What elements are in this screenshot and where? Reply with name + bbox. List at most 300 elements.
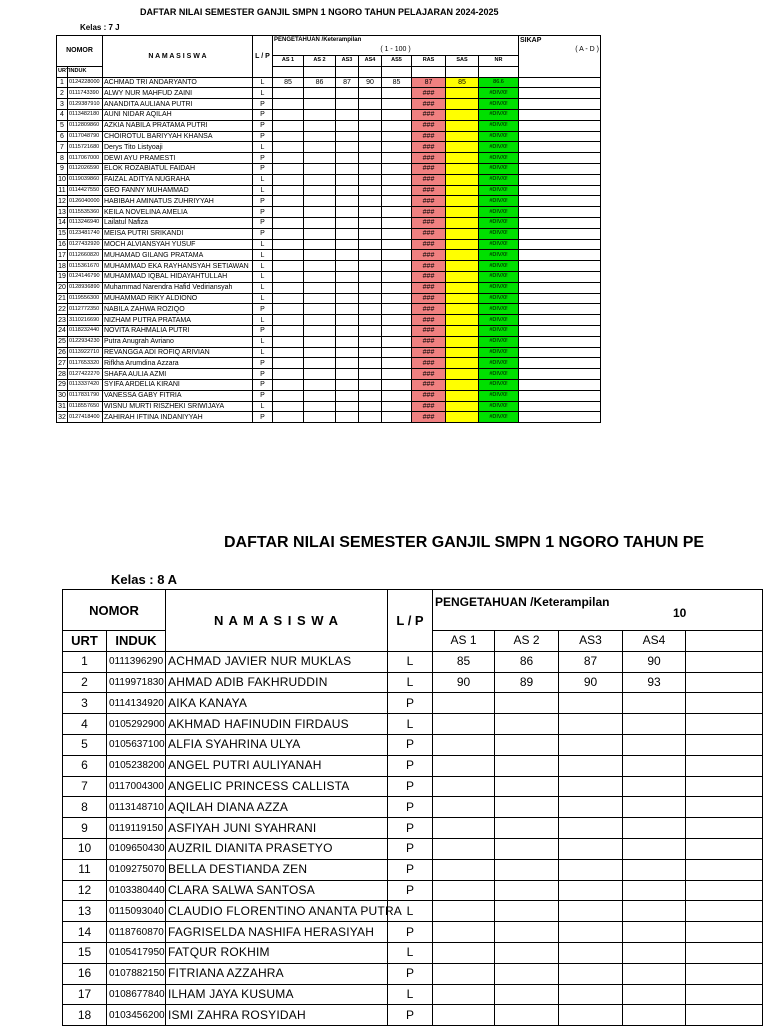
sheet1-cell-as3[interactable] xyxy=(336,217,359,228)
sheet1-cell-as2[interactable] xyxy=(304,142,336,153)
sheet1-cell-as3[interactable] xyxy=(336,271,359,282)
sheet2-cell-urt[interactable]: 1 xyxy=(63,651,107,672)
sheet2-cell-as2[interactable] xyxy=(495,797,559,818)
sheet1-cell-sikap[interactable] xyxy=(519,163,601,174)
sheet1-cell-nr[interactable]: #DIV/0! xyxy=(479,261,519,272)
sheet1-cell-induk[interactable]: 0127432920 xyxy=(68,239,103,250)
sheet2-cell-as2[interactable] xyxy=(495,859,559,880)
sheet1-cell-nr[interactable]: #DIV/0! xyxy=(479,185,519,196)
sheet1-cell-nr[interactable]: #DIV/0! xyxy=(479,207,519,218)
sheet1-cell-ras[interactable]: ### xyxy=(412,336,446,347)
sheet1-cell-as3[interactable] xyxy=(336,401,359,412)
sheet1-cell-as1[interactable] xyxy=(273,401,304,412)
sheet1-cell-as5[interactable] xyxy=(382,120,412,131)
sheet1-cell-sikap[interactable] xyxy=(519,315,601,326)
sheet1-cell-induk[interactable]: 0119039860 xyxy=(68,174,103,185)
sheet1-cell-lp[interactable]: P xyxy=(253,358,273,369)
sheet2-cell-as4[interactable]: 90 xyxy=(623,651,686,672)
sheet2-cell-induk[interactable]: 0117004300 xyxy=(107,776,166,797)
sheet1-cell-nr[interactable]: #DIV/0! xyxy=(479,282,519,293)
sheet2-cell-nama[interactable]: ISMI ZAHRA ROSYIDAH xyxy=(166,1005,388,1026)
sheet1-cell-nr[interactable]: #DIV/0! xyxy=(479,412,519,423)
sheet1-cell-lp[interactable]: P xyxy=(253,163,273,174)
sheet1-cell-as3[interactable] xyxy=(336,325,359,336)
sheet1-cell-urt[interactable]: 25 xyxy=(58,338,66,346)
sheet2-cell-induk[interactable]: 0109275070 xyxy=(107,859,166,880)
sheet1-cell-as4[interactable] xyxy=(359,120,382,131)
sheet1-cell-nr[interactable]: #DIV/0! xyxy=(479,369,519,380)
sheet1-cell-as1[interactable] xyxy=(273,185,304,196)
sheet1-cell-as1[interactable] xyxy=(273,304,304,315)
sheet1-cell-as1[interactable] xyxy=(273,239,304,250)
sheet1-cell-sikap[interactable] xyxy=(519,271,601,282)
sheet2-cell-lp[interactable]: P xyxy=(388,693,433,714)
sheet2-cell-as3[interactable]: 90 xyxy=(559,672,623,693)
sheet1-cell-nama[interactable]: Putra Anugrah Avriano xyxy=(103,336,253,347)
sheet1-cell-as2[interactable] xyxy=(304,390,336,401)
sheet2-cell-urt[interactable]: 18 xyxy=(63,1005,107,1026)
sheet1-cell-as1[interactable] xyxy=(273,250,304,261)
sheet1-cell-as1[interactable] xyxy=(273,347,304,358)
sheet2-cell-lp[interactable]: P xyxy=(388,838,433,859)
sheet1-cell-ras[interactable]: ### xyxy=(412,325,446,336)
sheet1-cell-lp[interactable]: L xyxy=(253,250,273,261)
sheet1-cell-sas[interactable] xyxy=(446,261,479,272)
sheet2-cell-as2[interactable] xyxy=(495,838,559,859)
sheet1-cell-nr[interactable]: #DIV/0! xyxy=(479,228,519,239)
sheet1-cell-sas[interactable] xyxy=(446,196,479,207)
sheet1-cell-nr[interactable]: #DIV/0! xyxy=(479,217,519,228)
sheet2-cell-extra[interactable] xyxy=(686,755,763,776)
sheet2-cell-extra[interactable] xyxy=(686,714,763,735)
sheet1-cell-as4[interactable] xyxy=(359,379,382,390)
sheet2-cell-urt[interactable]: 14 xyxy=(63,922,107,943)
sheet2-cell-lp[interactable]: P xyxy=(388,797,433,818)
sheet1-cell-sas[interactable] xyxy=(446,239,479,250)
sheet2-cell-nama[interactable]: CLAUDIO FLORENTINO ANANTA PUTRA xyxy=(166,901,388,922)
sheet1-cell-nr[interactable]: #DIV/0! xyxy=(479,315,519,326)
sheet2-cell-as1[interactable] xyxy=(433,734,495,755)
sheet1-cell-as3[interactable] xyxy=(336,207,359,218)
sheet2-cell-as2[interactable] xyxy=(495,693,559,714)
sheet1-cell-as3[interactable] xyxy=(336,153,359,164)
sheet2-cell-urt[interactable]: 17 xyxy=(63,984,107,1005)
sheet1-cell-ras[interactable]: ### xyxy=(412,142,446,153)
sheet1-cell-urt[interactable]: 30 xyxy=(58,392,66,400)
sheet1-cell-as2[interactable] xyxy=(304,282,336,293)
sheet1-cell-as2[interactable] xyxy=(304,325,336,336)
sheet1-cell-urt[interactable]: 27 xyxy=(58,359,66,367)
sheet1-cell-as5[interactable] xyxy=(382,369,412,380)
sheet1-cell-as2[interactable] xyxy=(304,185,336,196)
sheet1-cell-as1[interactable] xyxy=(273,412,304,423)
sheet2-cell-as1[interactable] xyxy=(433,963,495,984)
sheet2-cell-as4[interactable] xyxy=(623,693,686,714)
sheet1-cell-as2[interactable] xyxy=(304,217,336,228)
sheet1-cell-as3[interactable] xyxy=(336,379,359,390)
sheet1-cell-sas[interactable] xyxy=(446,88,479,99)
sheet1-cell-nama[interactable]: HABIBAH AMINATUS ZUHRIYYAH xyxy=(103,196,253,207)
sheet1-cell-as5[interactable] xyxy=(382,239,412,250)
sheet2-cell-lp[interactable]: L xyxy=(388,942,433,963)
sheet1-cell-induk[interactable]: 0113922710 xyxy=(68,347,103,358)
sheet1-cell-ras[interactable]: ### xyxy=(412,109,446,120)
sheet2-cell-urt[interactable]: 3 xyxy=(63,693,107,714)
sheet1-cell-sas[interactable] xyxy=(446,379,479,390)
sheet1-cell-as2[interactable] xyxy=(304,358,336,369)
sheet1-cell-as4[interactable] xyxy=(359,412,382,423)
sheet2-cell-induk[interactable]: 0103380440 xyxy=(107,880,166,901)
sheet2-cell-as1[interactable]: 90 xyxy=(433,672,495,693)
sheet2-cell-induk[interactable]: 0114134920 xyxy=(107,693,166,714)
sheet2-cell-as4[interactable] xyxy=(623,818,686,839)
sheet1-cell-as3[interactable] xyxy=(336,239,359,250)
sheet1-cell-lp[interactable]: L xyxy=(253,174,273,185)
sheet2-cell-as2[interactable] xyxy=(495,755,559,776)
sheet2-cell-as1[interactable] xyxy=(433,859,495,880)
sheet1-cell-as4[interactable] xyxy=(359,358,382,369)
sheet1-cell-nr[interactable]: #DIV/0! xyxy=(479,390,519,401)
sheet1-cell-as4[interactable] xyxy=(359,390,382,401)
sheet1-cell-sikap[interactable] xyxy=(519,282,601,293)
sheet1-cell-nr[interactable]: #DIV/0! xyxy=(479,196,519,207)
sheet1-cell-induk[interactable]: 0124228000 xyxy=(68,77,103,88)
sheet2-cell-as2[interactable] xyxy=(495,942,559,963)
sheet1-cell-as1[interactable] xyxy=(273,379,304,390)
sheet1-cell-as4[interactable] xyxy=(359,99,382,110)
sheet1-cell-as5[interactable] xyxy=(382,379,412,390)
sheet1-cell-urt[interactable]: 31 xyxy=(58,402,66,410)
sheet1-cell-induk[interactable]: 0122934230 xyxy=(68,336,103,347)
sheet1-cell-nama[interactable]: Lailatul Nafiza xyxy=(103,217,253,228)
sheet1-cell-nama[interactable]: Muhammad Narendra Hafid Vediriansyah xyxy=(103,282,253,293)
sheet1-cell-induk[interactable]: 0115361670 xyxy=(68,261,103,272)
sheet1-cell-nama[interactable]: REVANGGA ADI ROFIQ ARIVIAN xyxy=(103,347,253,358)
sheet1-cell-sikap[interactable] xyxy=(519,131,601,142)
sheet1-cell-induk[interactable]: 0117048790 xyxy=(68,131,103,142)
sheet1-cell-sas[interactable] xyxy=(446,390,479,401)
sheet1-cell-as4[interactable] xyxy=(359,336,382,347)
sheet1-cell-as1[interactable] xyxy=(273,163,304,174)
sheet2-cell-lp[interactable]: P xyxy=(388,755,433,776)
sheet2-cell-as1[interactable] xyxy=(433,755,495,776)
sheet1-cell-as1[interactable] xyxy=(273,358,304,369)
sheet2-cell-as1[interactable] xyxy=(433,1005,495,1026)
sheet1-cell-as1[interactable] xyxy=(273,282,304,293)
sheet1-cell-lp[interactable]: P xyxy=(253,228,273,239)
sheet1-cell-as3[interactable]: 87 xyxy=(336,77,359,88)
sheet1-cell-as2[interactable] xyxy=(304,304,336,315)
sheet1-cell-lp[interactable]: L xyxy=(253,77,273,88)
sheet1-cell-sikap[interactable] xyxy=(519,369,601,380)
sheet1-cell-nama[interactable]: ZAHIRAH IFTINA INDANIYYAH xyxy=(103,412,253,423)
sheet1-cell-as3[interactable] xyxy=(336,185,359,196)
sheet1-cell-urt[interactable]: 10 xyxy=(58,176,66,184)
sheet1-cell-nama[interactable]: FAIZAL ADITYA NUGRAHA xyxy=(103,174,253,185)
sheet1-cell-as4[interactable] xyxy=(359,401,382,412)
sheet1-cell-as3[interactable] xyxy=(336,412,359,423)
sheet1-cell-as4[interactable] xyxy=(359,196,382,207)
sheet2-cell-as2[interactable] xyxy=(495,880,559,901)
sheet2-cell-as1[interactable] xyxy=(433,776,495,797)
sheet1-cell-sas[interactable] xyxy=(446,142,479,153)
sheet1-cell-nr[interactable]: #DIV/0! xyxy=(479,120,519,131)
sheet1-cell-urt[interactable]: 3 xyxy=(57,99,68,110)
sheet1-cell-as3[interactable] xyxy=(336,261,359,272)
sheet1-cell-lp[interactable]: P xyxy=(253,120,273,131)
sheet2-cell-lp[interactable]: L xyxy=(388,651,433,672)
sheet1-cell-sas[interactable] xyxy=(446,412,479,423)
sheet1-cell-sikap[interactable] xyxy=(519,142,601,153)
sheet1-cell-induk[interactable]: 0127418400 xyxy=(68,412,103,423)
sheet2-cell-urt[interactable]: 5 xyxy=(63,734,107,755)
sheet1-cell-as1[interactable] xyxy=(273,293,304,304)
sheet1-cell-lp[interactable]: P xyxy=(253,325,273,336)
sheet1-cell-nr[interactable]: #DIV/0! xyxy=(479,250,519,261)
sheet2-cell-nama[interactable]: ANGEL PUTRI AULIYANAH xyxy=(166,755,388,776)
sheet2-cell-lp[interactable]: P xyxy=(388,818,433,839)
sheet1-cell-as1[interactable] xyxy=(273,120,304,131)
sheet1-cell-lp[interactable]: P xyxy=(253,109,273,120)
sheet2-cell-as4[interactable] xyxy=(623,922,686,943)
sheet1-cell-as5[interactable] xyxy=(382,142,412,153)
sheet1-cell-ras[interactable]: ### xyxy=(412,120,446,131)
sheet2-cell-urt[interactable]: 6 xyxy=(63,755,107,776)
sheet1-cell-nr[interactable]: #DIV/0! xyxy=(479,271,519,282)
sheet2-cell-induk[interactable]: 0105238200 xyxy=(107,755,166,776)
sheet2-cell-as3[interactable] xyxy=(559,818,623,839)
sheet1-cell-as5[interactable]: 85 xyxy=(382,77,412,88)
sheet2-cell-as4[interactable] xyxy=(623,859,686,880)
sheet2-cell-urt[interactable]: 13 xyxy=(63,901,107,922)
sheet2-cell-as1[interactable] xyxy=(433,797,495,818)
sheet2-cell-as3[interactable]: 87 xyxy=(559,651,623,672)
sheet1-cell-urt[interactable]: 6 xyxy=(57,131,68,142)
sheet1-cell-lp[interactable]: P xyxy=(253,99,273,110)
sheet1-cell-as4[interactable] xyxy=(359,282,382,293)
sheet1-cell-as4[interactable] xyxy=(359,174,382,185)
sheet1-cell-ras[interactable]: ### xyxy=(412,153,446,164)
sheet1-cell-as3[interactable] xyxy=(336,304,359,315)
sheet2-cell-as1[interactable] xyxy=(433,942,495,963)
sheet1-cell-sikap[interactable] xyxy=(519,390,601,401)
sheet1-cell-as2[interactable] xyxy=(304,120,336,131)
sheet2-cell-induk[interactable]: 0113148710 xyxy=(107,797,166,818)
sheet1-cell-as1[interactable] xyxy=(273,315,304,326)
sheet2-cell-lp[interactable]: P xyxy=(388,963,433,984)
sheet1-cell-sas[interactable] xyxy=(446,131,479,142)
sheet1-cell-nama[interactable]: DEWI AYU PRAMESTI xyxy=(103,153,253,164)
sheet1-cell-as2[interactable] xyxy=(304,401,336,412)
sheet1-cell-induk[interactable]: 0115535360 xyxy=(68,207,103,218)
sheet2-cell-extra[interactable] xyxy=(686,797,763,818)
sheet1-cell-as4[interactable] xyxy=(359,304,382,315)
sheet2-cell-induk[interactable]: 0115093040 xyxy=(107,901,166,922)
sheet1-cell-urt[interactable]: 13 xyxy=(58,208,66,216)
sheet2-cell-as2[interactable] xyxy=(495,901,559,922)
sheet2-cell-as2[interactable]: 89 xyxy=(495,672,559,693)
sheet1-cell-sikap[interactable] xyxy=(519,99,601,110)
sheet1-cell-induk[interactable]: 0127422270 xyxy=(68,369,103,380)
sheet1-cell-lp[interactable]: L xyxy=(253,239,273,250)
sheet1-cell-sikap[interactable] xyxy=(519,304,601,315)
sheet1-cell-induk[interactable]: 0114427550 xyxy=(68,185,103,196)
sheet2-cell-induk[interactable]: 0119971830 xyxy=(107,672,166,693)
sheet1-cell-sas[interactable] xyxy=(446,282,479,293)
sheet1-cell-as3[interactable] xyxy=(336,88,359,99)
sheet1-cell-as1[interactable] xyxy=(273,217,304,228)
sheet1-cell-lp[interactable]: L xyxy=(253,315,273,326)
sheet2-cell-urt[interactable]: 16 xyxy=(63,963,107,984)
sheet1-cell-nr[interactable]: 86.6 xyxy=(479,77,519,88)
sheet1-cell-nr[interactable]: #DIV/0! xyxy=(479,109,519,120)
sheet1-cell-sikap[interactable] xyxy=(519,196,601,207)
sheet1-cell-as3[interactable] xyxy=(336,369,359,380)
sheet1-cell-ras[interactable]: ### xyxy=(412,304,446,315)
sheet1-cell-as2[interactable] xyxy=(304,88,336,99)
sheet1-cell-lp[interactable]: P xyxy=(253,304,273,315)
sheet2-cell-extra[interactable] xyxy=(686,734,763,755)
sheet1-cell-lp[interactable]: L xyxy=(253,261,273,272)
sheet1-cell-sikap[interactable] xyxy=(519,293,601,304)
sheet1-cell-sas[interactable] xyxy=(446,358,479,369)
sheet1-cell-as1[interactable] xyxy=(273,99,304,110)
sheet1-cell-sas[interactable] xyxy=(446,325,479,336)
sheet2-cell-nama[interactable]: AQILAH DIANA AZZA xyxy=(166,797,388,818)
sheet1-cell-as5[interactable] xyxy=(382,174,412,185)
sheet1-cell-urt[interactable]: 4 xyxy=(57,109,68,120)
sheet1-cell-nama[interactable]: NIZHAM PUTRA PRATAMA xyxy=(103,315,253,326)
sheet1-cell-ras[interactable]: ### xyxy=(412,379,446,390)
sheet1-cell-as5[interactable] xyxy=(382,228,412,239)
sheet1-cell-as1[interactable] xyxy=(273,142,304,153)
sheet1-cell-urt[interactable]: 18 xyxy=(58,262,66,270)
sheet2-cell-as1[interactable] xyxy=(433,714,495,735)
sheet2-cell-as4[interactable] xyxy=(623,942,686,963)
sheet1-cell-as1[interactable] xyxy=(273,174,304,185)
sheet1-cell-as5[interactable] xyxy=(382,217,412,228)
sheet1-cell-as5[interactable] xyxy=(382,304,412,315)
sheet1-cell-nama[interactable]: NABILA ZAHWA ROZIQO xyxy=(103,304,253,315)
sheet1-cell-induk[interactable]: 0115721680 xyxy=(68,142,103,153)
sheet1-cell-urt[interactable]: 2 xyxy=(57,88,68,99)
sheet1-cell-nr[interactable]: #DIV/0! xyxy=(479,379,519,390)
sheet1-cell-sas[interactable] xyxy=(446,271,479,282)
sheet1-cell-as4[interactable] xyxy=(359,325,382,336)
sheet1-cell-sas[interactable] xyxy=(446,207,479,218)
sheet2-cell-extra[interactable] xyxy=(686,818,763,839)
sheet2-cell-lp[interactable]: P xyxy=(388,734,433,755)
sheet1-cell-induk[interactable]: 0113337420 xyxy=(68,379,103,390)
sheet1-cell-ras[interactable]: ### xyxy=(412,217,446,228)
sheet2-cell-as1[interactable] xyxy=(433,984,495,1005)
sheet2-cell-nama[interactable]: AKHMAD HAFINUDIN FIRDAUS xyxy=(166,714,388,735)
sheet1-cell-induk[interactable]: 0118557650 xyxy=(68,401,103,412)
sheet1-cell-urt[interactable]: 28 xyxy=(58,370,66,378)
sheet1-cell-lp[interactable]: L xyxy=(253,88,273,99)
sheet1-cell-as2[interactable] xyxy=(304,131,336,142)
sheet2-cell-as3[interactable] xyxy=(559,942,623,963)
sheet2-cell-as4[interactable] xyxy=(623,714,686,735)
sheet2-cell-extra[interactable] xyxy=(686,880,763,901)
sheet2-cell-as2[interactable] xyxy=(495,818,559,839)
sheet1-cell-nama[interactable]: AZKIA NABILA PRATAMA PUTRI xyxy=(103,120,253,131)
sheet1-cell-induk[interactable]: 0117831790 xyxy=(68,390,103,401)
sheet1-cell-sas[interactable] xyxy=(446,163,479,174)
sheet2-cell-nama[interactable]: FAGRISELDA NASHIFA HERASIYAH xyxy=(166,922,388,943)
sheet1-cell-nama[interactable]: GEO FANNY MUHAMMAD xyxy=(103,185,253,196)
sheet1-cell-nr[interactable]: #DIV/0! xyxy=(479,99,519,110)
sheet2-cell-as2[interactable] xyxy=(495,963,559,984)
sheet1-cell-nama[interactable]: ACHMAD TRI ANDARYANTO xyxy=(103,77,253,88)
sheet2-cell-extra[interactable] xyxy=(686,901,763,922)
sheet1-cell-sas[interactable] xyxy=(446,185,479,196)
sheet1-cell-as2[interactable] xyxy=(304,336,336,347)
sheet1-cell-induk[interactable]: 0128936890 xyxy=(68,282,103,293)
sheet2-cell-induk[interactable]: 0105417950 xyxy=(107,942,166,963)
sheet1-cell-as4[interactable] xyxy=(359,88,382,99)
sheet1-cell-as2[interactable] xyxy=(304,347,336,358)
sheet2-cell-urt[interactable]: 4 xyxy=(63,714,107,735)
sheet1-cell-induk[interactable]: 0113246940 xyxy=(68,217,103,228)
sheet2-cell-nama[interactable]: AUZRIL DIANITA PRASETYO xyxy=(166,838,388,859)
sheet1-cell-as3[interactable] xyxy=(336,315,359,326)
sheet1-cell-sas[interactable] xyxy=(446,109,479,120)
sheet1-cell-sikap[interactable] xyxy=(519,358,601,369)
sheet1-cell-as1[interactable] xyxy=(273,336,304,347)
sheet2-cell-nama[interactable]: ASFIYAH JUNI SYAHRANI xyxy=(166,818,388,839)
sheet1-cell-nama[interactable]: SHAFA AULIA AZMI xyxy=(103,369,253,380)
sheet2-cell-extra[interactable] xyxy=(686,963,763,984)
sheet1-cell-sas[interactable] xyxy=(446,336,479,347)
sheet1-cell-as1[interactable] xyxy=(273,271,304,282)
sheet1-cell-as3[interactable] xyxy=(336,358,359,369)
sheet1-cell-as3[interactable] xyxy=(336,131,359,142)
sheet2-cell-extra[interactable] xyxy=(686,942,763,963)
sheet1-cell-nr[interactable]: #DIV/0! xyxy=(479,293,519,304)
sheet2-cell-urt[interactable]: 12 xyxy=(63,880,107,901)
sheet1-cell-sas[interactable] xyxy=(446,304,479,315)
sheet1-cell-lp[interactable]: L xyxy=(253,142,273,153)
sheet1-cell-as5[interactable] xyxy=(382,347,412,358)
sheet1-cell-as5[interactable] xyxy=(382,390,412,401)
sheet1-cell-urt[interactable]: 19 xyxy=(58,273,66,281)
sheet2-cell-as4[interactable] xyxy=(623,776,686,797)
sheet1-cell-induk[interactable]: 0124146790 xyxy=(68,271,103,282)
sheet1-cell-as2[interactable] xyxy=(304,379,336,390)
sheet2-cell-lp[interactable]: P xyxy=(388,859,433,880)
sheet1-cell-as5[interactable] xyxy=(382,271,412,282)
sheet1-cell-ras[interactable]: ### xyxy=(412,390,446,401)
sheet1-cell-urt[interactable]: 26 xyxy=(58,348,66,356)
sheet1-cell-as4[interactable] xyxy=(359,163,382,174)
sheet2-cell-as3[interactable] xyxy=(559,714,623,735)
sheet1-cell-induk[interactable]: 0129387910 xyxy=(68,99,103,110)
sheet1-cell-as1[interactable] xyxy=(273,325,304,336)
sheet1-cell-sikap[interactable] xyxy=(519,185,601,196)
sheet1-cell-sikap[interactable] xyxy=(519,217,601,228)
sheet2-cell-lp[interactable]: L xyxy=(388,672,433,693)
sheet2-cell-as1[interactable] xyxy=(433,880,495,901)
sheet2-cell-extra[interactable] xyxy=(686,922,763,943)
sheet2-cell-as4[interactable] xyxy=(623,797,686,818)
sheet1-cell-as2[interactable] xyxy=(304,369,336,380)
sheet2-cell-as3[interactable] xyxy=(559,901,623,922)
sheet1-cell-as5[interactable] xyxy=(382,88,412,99)
sheet1-cell-sikap[interactable] xyxy=(519,174,601,185)
sheet1-cell-as3[interactable] xyxy=(336,120,359,131)
sheet1-cell-as5[interactable] xyxy=(382,412,412,423)
